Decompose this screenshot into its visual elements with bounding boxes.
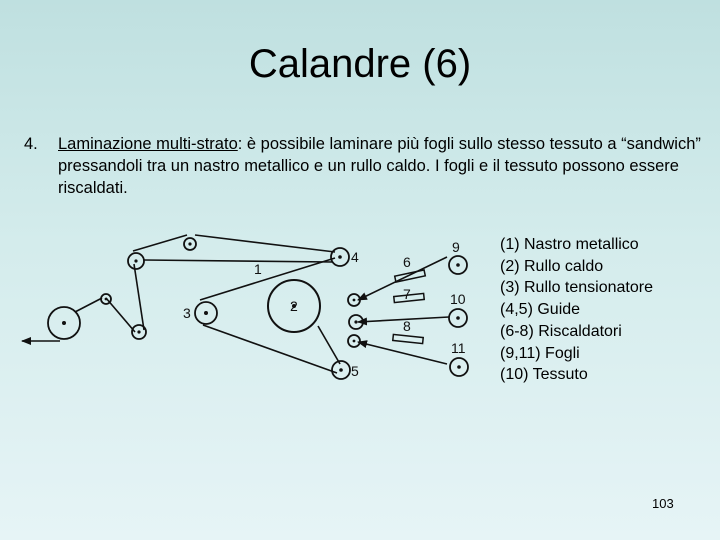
belt-line xyxy=(200,258,335,300)
belt-line xyxy=(133,235,187,251)
legend-item: (2) Rullo caldo xyxy=(500,257,604,275)
legend-item: (6-8) Riscaldatori xyxy=(500,322,622,340)
label-4: 4 xyxy=(351,249,359,265)
label-5: 5 xyxy=(351,363,359,379)
paragraph-heading: Laminazione multi-strato xyxy=(58,135,238,153)
legend-item: (4,5) Guide xyxy=(500,301,581,319)
page-number: 103 xyxy=(652,496,674,511)
belt-line xyxy=(144,260,333,262)
label-9: 9 xyxy=(452,239,460,255)
belt-line xyxy=(195,235,335,252)
legend xyxy=(500,234,653,386)
fabric-line xyxy=(75,298,102,312)
list-number: 4. xyxy=(24,135,38,153)
paragraph-text: : è possibile laminare più fogli sullo stesso tessuto a “sandwich” pressandoli tra un nastro metallico e un rullo caldo. I fogli e il tessuto possono essere riscaldati. xyxy=(58,135,701,197)
label-6: 6 xyxy=(403,254,411,270)
belt-line xyxy=(203,325,337,373)
label-3: 3 xyxy=(183,305,191,321)
legend-item: (10) Tessuto xyxy=(500,366,588,384)
belt-and-fabric-lines xyxy=(22,235,449,373)
legend-item: (9,11) Fogli xyxy=(500,344,580,362)
label-1: 1 xyxy=(254,261,262,277)
fabric-line xyxy=(106,298,135,332)
sheet-11-arrow xyxy=(358,342,447,364)
belt-line xyxy=(318,326,340,364)
label-8: 8 xyxy=(403,318,411,334)
label-7: 7 xyxy=(403,286,411,302)
label-10: 10 xyxy=(450,291,466,307)
label-2: 2 xyxy=(290,298,298,314)
legend-item: (1) Nastro metallico xyxy=(500,236,639,253)
slide-title: Calandre (6) xyxy=(248,42,472,86)
heater-8 xyxy=(393,334,423,343)
legend-item: (3) Rullo tensionatore xyxy=(500,279,653,297)
label-11: 11 xyxy=(451,340,466,356)
fabric-line xyxy=(134,264,144,330)
